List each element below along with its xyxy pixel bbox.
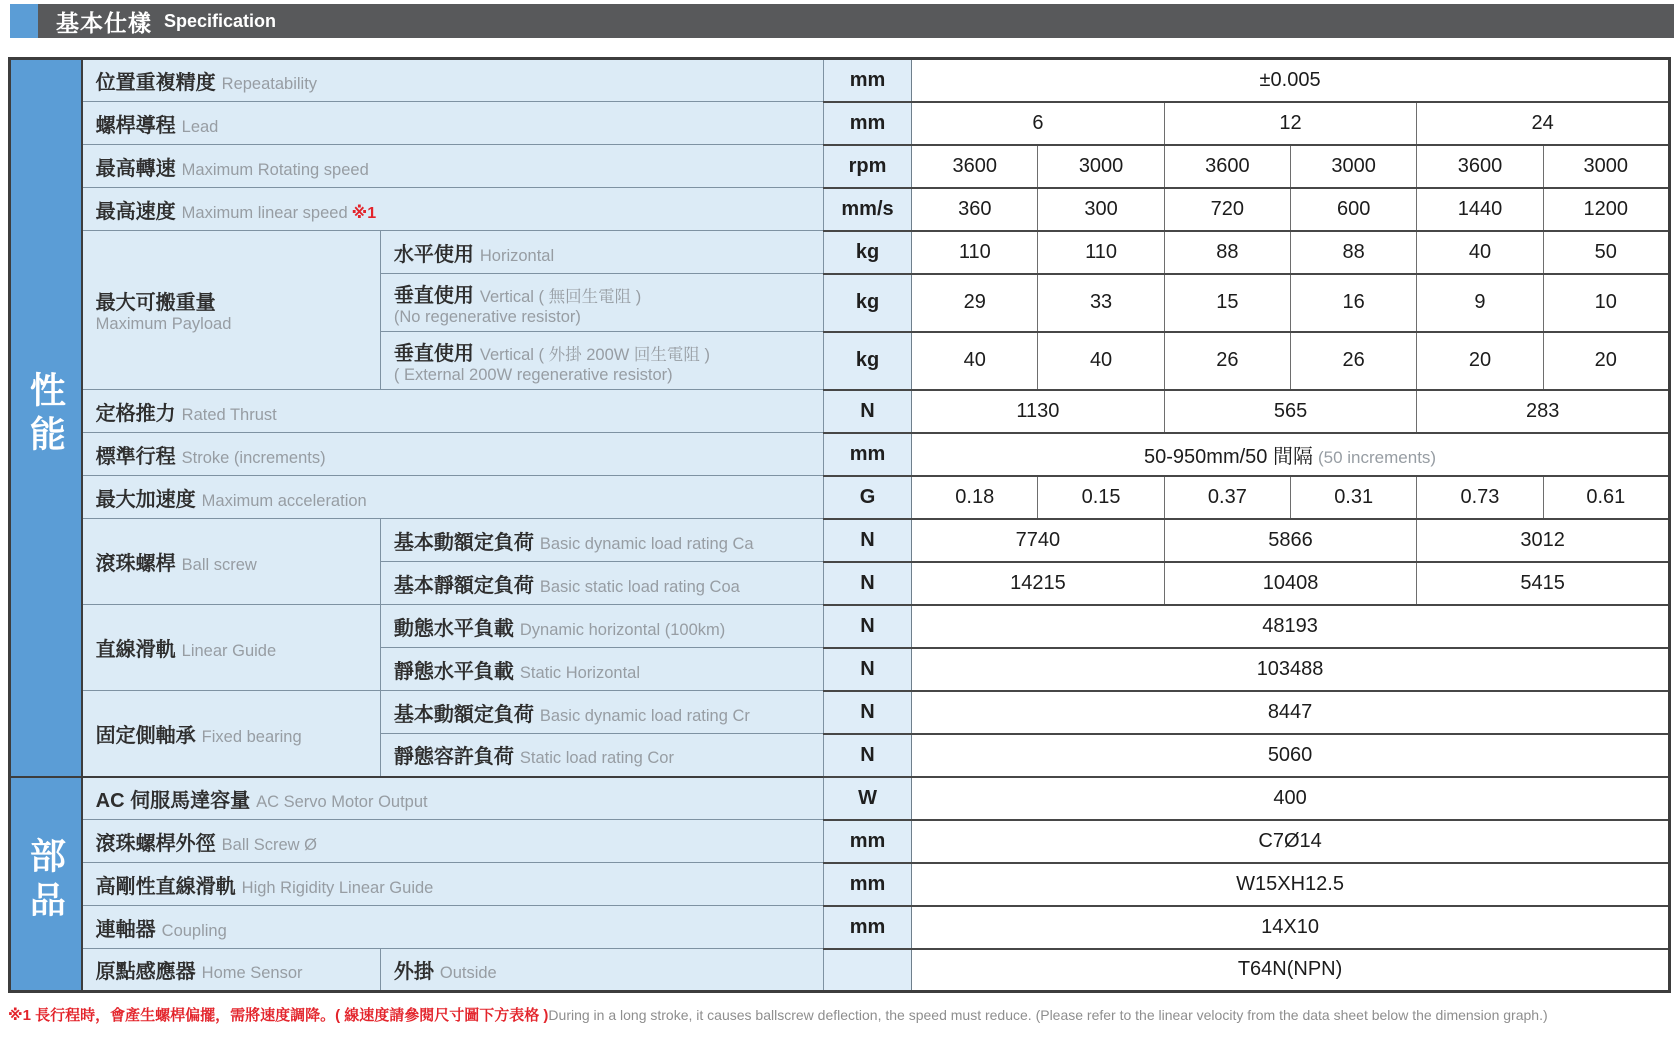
payload-vertical-no-regen-unit-cell: kg: [823, 274, 911, 332]
max-acceleration-value-cell: 0.73: [1417, 476, 1543, 519]
coupling-value-cell: 14X10: [912, 906, 1670, 949]
section-header: [10, 4, 1674, 38]
payload-vertical-ext-regen-unit-cell: kg: [823, 332, 911, 390]
coupling-label: 連軸器 Coupling: [82, 906, 824, 949]
stroke-label: 標準行程 Stroke (increments): [82, 433, 824, 476]
payload-horizontal-value-cell: 110: [912, 231, 1038, 274]
row-stroke: [10, 433, 1670, 476]
linear-speed-value-cell: 1200: [1543, 188, 1669, 231]
row-linear-speed: [10, 188, 1670, 231]
servo-output-value-cell: 400: [912, 777, 1670, 820]
fixed-bearing-static-value-cell: 5060: [912, 734, 1670, 777]
repeatability-value-cell: ±0.005: [912, 59, 1670, 102]
home-sensor-value-cell: T64N(NPN): [912, 949, 1670, 992]
payload-horizontal-label: 水平使用 Horizontal: [380, 231, 823, 274]
payload-vertical-no-regen-label: 垂直使用 Vertical ( 無回生電阻 ) (No regenerative resistor): [380, 274, 823, 332]
rigidity-guide-unit-cell: mm: [823, 863, 911, 906]
ball-screw-dynamic-value-cell: 7740: [912, 519, 1165, 562]
section-label-parts: 部品: [10, 777, 82, 992]
fixed-bearing-group-label: 固定側軸承 Fixed bearing: [82, 691, 381, 777]
home-sensor-label: 原點感應器 Home Sensor: [82, 949, 381, 992]
rotating-speed-value-cell: 3000: [1038, 145, 1164, 188]
row-payload-horizontal: [10, 231, 1670, 274]
payload-group-label: 最大可搬重量 Maximum Payload: [82, 231, 381, 390]
repeatability-unit-cell: mm: [823, 59, 911, 102]
header-accent-square: [10, 4, 38, 38]
payload-horizontal-value-cell: 40: [1417, 231, 1543, 274]
payload-vertical-no-regen-value-cell: 9: [1417, 274, 1543, 332]
rotating-speed-value-cell: 3600: [1417, 145, 1543, 188]
spec-table: [8, 57, 1671, 993]
linear-guide-static-value-cell: 103488: [912, 648, 1670, 691]
lead-unit-cell: mm: [823, 102, 911, 145]
footnote-ref-mark: ※1: [351, 204, 377, 222]
row-max-acceleration: [10, 476, 1670, 519]
payload-vertical-no-regen-value-cell: 33: [1038, 274, 1164, 332]
payload-vertical-ext-regen-value-cell: 40: [912, 332, 1038, 390]
rated-thrust-label: 定格推力 Rated Thrust: [82, 390, 824, 433]
linear-guide-dynamic-unit-cell: N: [823, 605, 911, 648]
payload-vertical-ext-regen-value-cell: 26: [1164, 332, 1290, 390]
ball-screw-static-value-cell: 5415: [1417, 562, 1670, 605]
payload-vertical-ext-regen-value-cell: 20: [1543, 332, 1669, 390]
linear-guide-dynamic-label: 動態水平負載 Dynamic horizontal (100km): [380, 605, 823, 648]
rotating-speed-value-cell: 3600: [912, 145, 1038, 188]
row-fixed-bearing-dynamic: [10, 691, 1670, 734]
page-title-zh: 基本仕樣: [56, 9, 152, 36]
payload-horizontal-unit-cell: kg: [823, 231, 911, 274]
max-acceleration-value-cell: 0.15: [1038, 476, 1164, 519]
row-lead: [10, 102, 1670, 145]
repeatability-label: 位置重複精度 Repeatability: [82, 59, 824, 102]
max-acceleration-value-cell: 0.18: [912, 476, 1038, 519]
fixed-bearing-static-label: 靜態容許負荷 Static load rating Cor: [380, 734, 823, 777]
payload-horizontal-value-cell: 88: [1164, 231, 1290, 274]
payload-vertical-ext-regen-label: 垂直使用 Vertical ( 外掛 200W 回生電阻 ) ( External 200W regenerative resistor): [380, 332, 823, 390]
ball-screw-static-value-cell: 14215: [912, 562, 1165, 605]
fixed-bearing-dynamic-unit-cell: N: [823, 691, 911, 734]
section-label-performance: 性能: [10, 59, 82, 777]
rated-thrust-value-cell: 565: [1164, 390, 1417, 433]
ball-screw-dynamic-value-cell: 3012: [1417, 519, 1670, 562]
servo-output-label: AC 伺服馬達容量 AC Servo Motor Output: [82, 777, 824, 820]
ball-screw-od-value-cell: C7Ø14: [912, 820, 1670, 863]
rated-thrust-value-cell: 283: [1417, 390, 1670, 433]
header-bar: [38, 4, 1674, 38]
ball-screw-group-label: 滾珠螺桿 Ball screw: [82, 519, 381, 605]
row-linear-guide-dynamic: [10, 605, 1670, 648]
rotating-speed-label: 最高轉速 Maximum Rotating speed: [82, 145, 824, 188]
rotating-speed-value-cell: 3000: [1291, 145, 1417, 188]
payload-vertical-no-regen-value-cell: 15: [1164, 274, 1290, 332]
ball-screw-dynamic-value-cell: 5866: [1164, 519, 1417, 562]
ball-screw-static-unit-cell: N: [823, 562, 911, 605]
linear-speed-value-cell: 360: [912, 188, 1038, 231]
linear-guide-static-label: 靜態水平負載 Static Horizontal: [380, 648, 823, 691]
ball-screw-od-label: 滾珠螺桿外徑 Ball Screw Ø: [82, 820, 824, 863]
row-servo-output: [10, 777, 1670, 820]
max-acceleration-value-cell: 0.37: [1164, 476, 1290, 519]
footnote-zh: ※1 長行程時，會產生螺桿偏擺，需將速度調降。( 線速度請參閱尺寸圖下方表格 ): [8, 1007, 549, 1024]
linear-guide-static-unit-cell: N: [823, 648, 911, 691]
payload-horizontal-value-cell: 50: [1543, 231, 1669, 274]
row-rotating-speed: [10, 145, 1670, 188]
row-home-sensor: [10, 949, 1670, 992]
home-sensor-mount-label: 外掛 Outside: [380, 949, 823, 992]
row-coupling: [10, 906, 1670, 949]
row-ball-screw-dynamic: [10, 519, 1670, 562]
lead-label: 螺桿導程 Lead: [82, 102, 824, 145]
rated-thrust-unit-cell: N: [823, 390, 911, 433]
ball-screw-od-unit-cell: mm: [823, 820, 911, 863]
rigidity-guide-value-cell: W15XH12.5: [912, 863, 1670, 906]
max-acceleration-label: 最大加速度 Maximum acceleration: [82, 476, 824, 519]
payload-horizontal-value-cell: 110: [1038, 231, 1164, 274]
payload-vertical-ext-regen-value-cell: 26: [1291, 332, 1417, 390]
stroke-unit-cell: mm: [823, 433, 911, 476]
payload-vertical-no-regen-value-cell: 16: [1291, 274, 1417, 332]
fixed-bearing-dynamic-label: 基本動額定負荷 Basic dynamic load rating Cr: [380, 691, 823, 734]
stroke-value-cell: 50-950mm/50 間隔 (50 increments): [912, 433, 1670, 476]
rotating-speed-unit-cell: rpm: [823, 145, 911, 188]
lead-value-cell: 6: [912, 102, 1165, 145]
page-title-en: Specification: [164, 10, 277, 31]
payload-vertical-ext-regen-value-cell: 40: [1038, 332, 1164, 390]
row-rigidity-guide: [10, 863, 1670, 906]
ball-screw-dynamic-unit-cell: N: [823, 519, 911, 562]
max-acceleration-value-cell: 0.31: [1291, 476, 1417, 519]
lead-value-cell: 12: [1164, 102, 1417, 145]
row-rated-thrust: [10, 390, 1670, 433]
linear-guide-dynamic-value-cell: 48193: [912, 605, 1670, 648]
ball-screw-static-value-cell: 10408: [1164, 562, 1417, 605]
max-acceleration-unit-cell: G: [823, 476, 911, 519]
rotating-speed-value-cell: 3600: [1164, 145, 1290, 188]
linear-speed-unit-cell: mm/s: [823, 188, 911, 231]
row-ball-screw-od: [10, 820, 1670, 863]
linear-speed-label: 最高速度 Maximum linear speed ※1: [82, 188, 824, 231]
rotating-speed-value-cell: 3000: [1543, 145, 1669, 188]
max-acceleration-value-cell: 0.61: [1543, 476, 1669, 519]
payload-vertical-ext-regen-value-cell: 20: [1417, 332, 1543, 390]
home-sensor-unit-cell: [823, 949, 911, 992]
coupling-unit-cell: mm: [823, 906, 911, 949]
row-repeatability: [10, 59, 1670, 102]
payload-vertical-no-regen-value-cell: 29: [912, 274, 1038, 332]
linear-speed-value-cell: 720: [1164, 188, 1290, 231]
footnote: [8, 1004, 1679, 1025]
payload-horizontal-value-cell: 88: [1291, 231, 1417, 274]
rated-thrust-value-cell: 1130: [912, 390, 1165, 433]
payload-vertical-no-regen-value-cell: 10: [1543, 274, 1669, 332]
lead-value-cell: 24: [1417, 102, 1670, 145]
linear-guide-group-label: 直線滑軌 Linear Guide: [82, 605, 381, 691]
fixed-bearing-static-unit-cell: N: [823, 734, 911, 777]
rigidity-guide-label: 高剛性直線滑軌 High Rigidity Linear Guide: [82, 863, 824, 906]
linear-speed-value-cell: 1440: [1417, 188, 1543, 231]
linear-speed-value-cell: 600: [1291, 188, 1417, 231]
fixed-bearing-dynamic-value-cell: 8447: [912, 691, 1670, 734]
linear-speed-value-cell: 300: [1038, 188, 1164, 231]
footnote-en: During in a long stroke, it causes ballscrew deflection, the speed must reduce. (Please refer to the linear velocity from the data sheet below the dimension graph.): [548, 1007, 1548, 1023]
ball-screw-static-label: 基本靜額定負荷 Basic static load rating Coa: [380, 562, 823, 605]
ball-screw-dynamic-label: 基本動額定負荷 Basic dynamic load rating Ca: [380, 519, 823, 562]
servo-output-unit-cell: W: [823, 777, 911, 820]
